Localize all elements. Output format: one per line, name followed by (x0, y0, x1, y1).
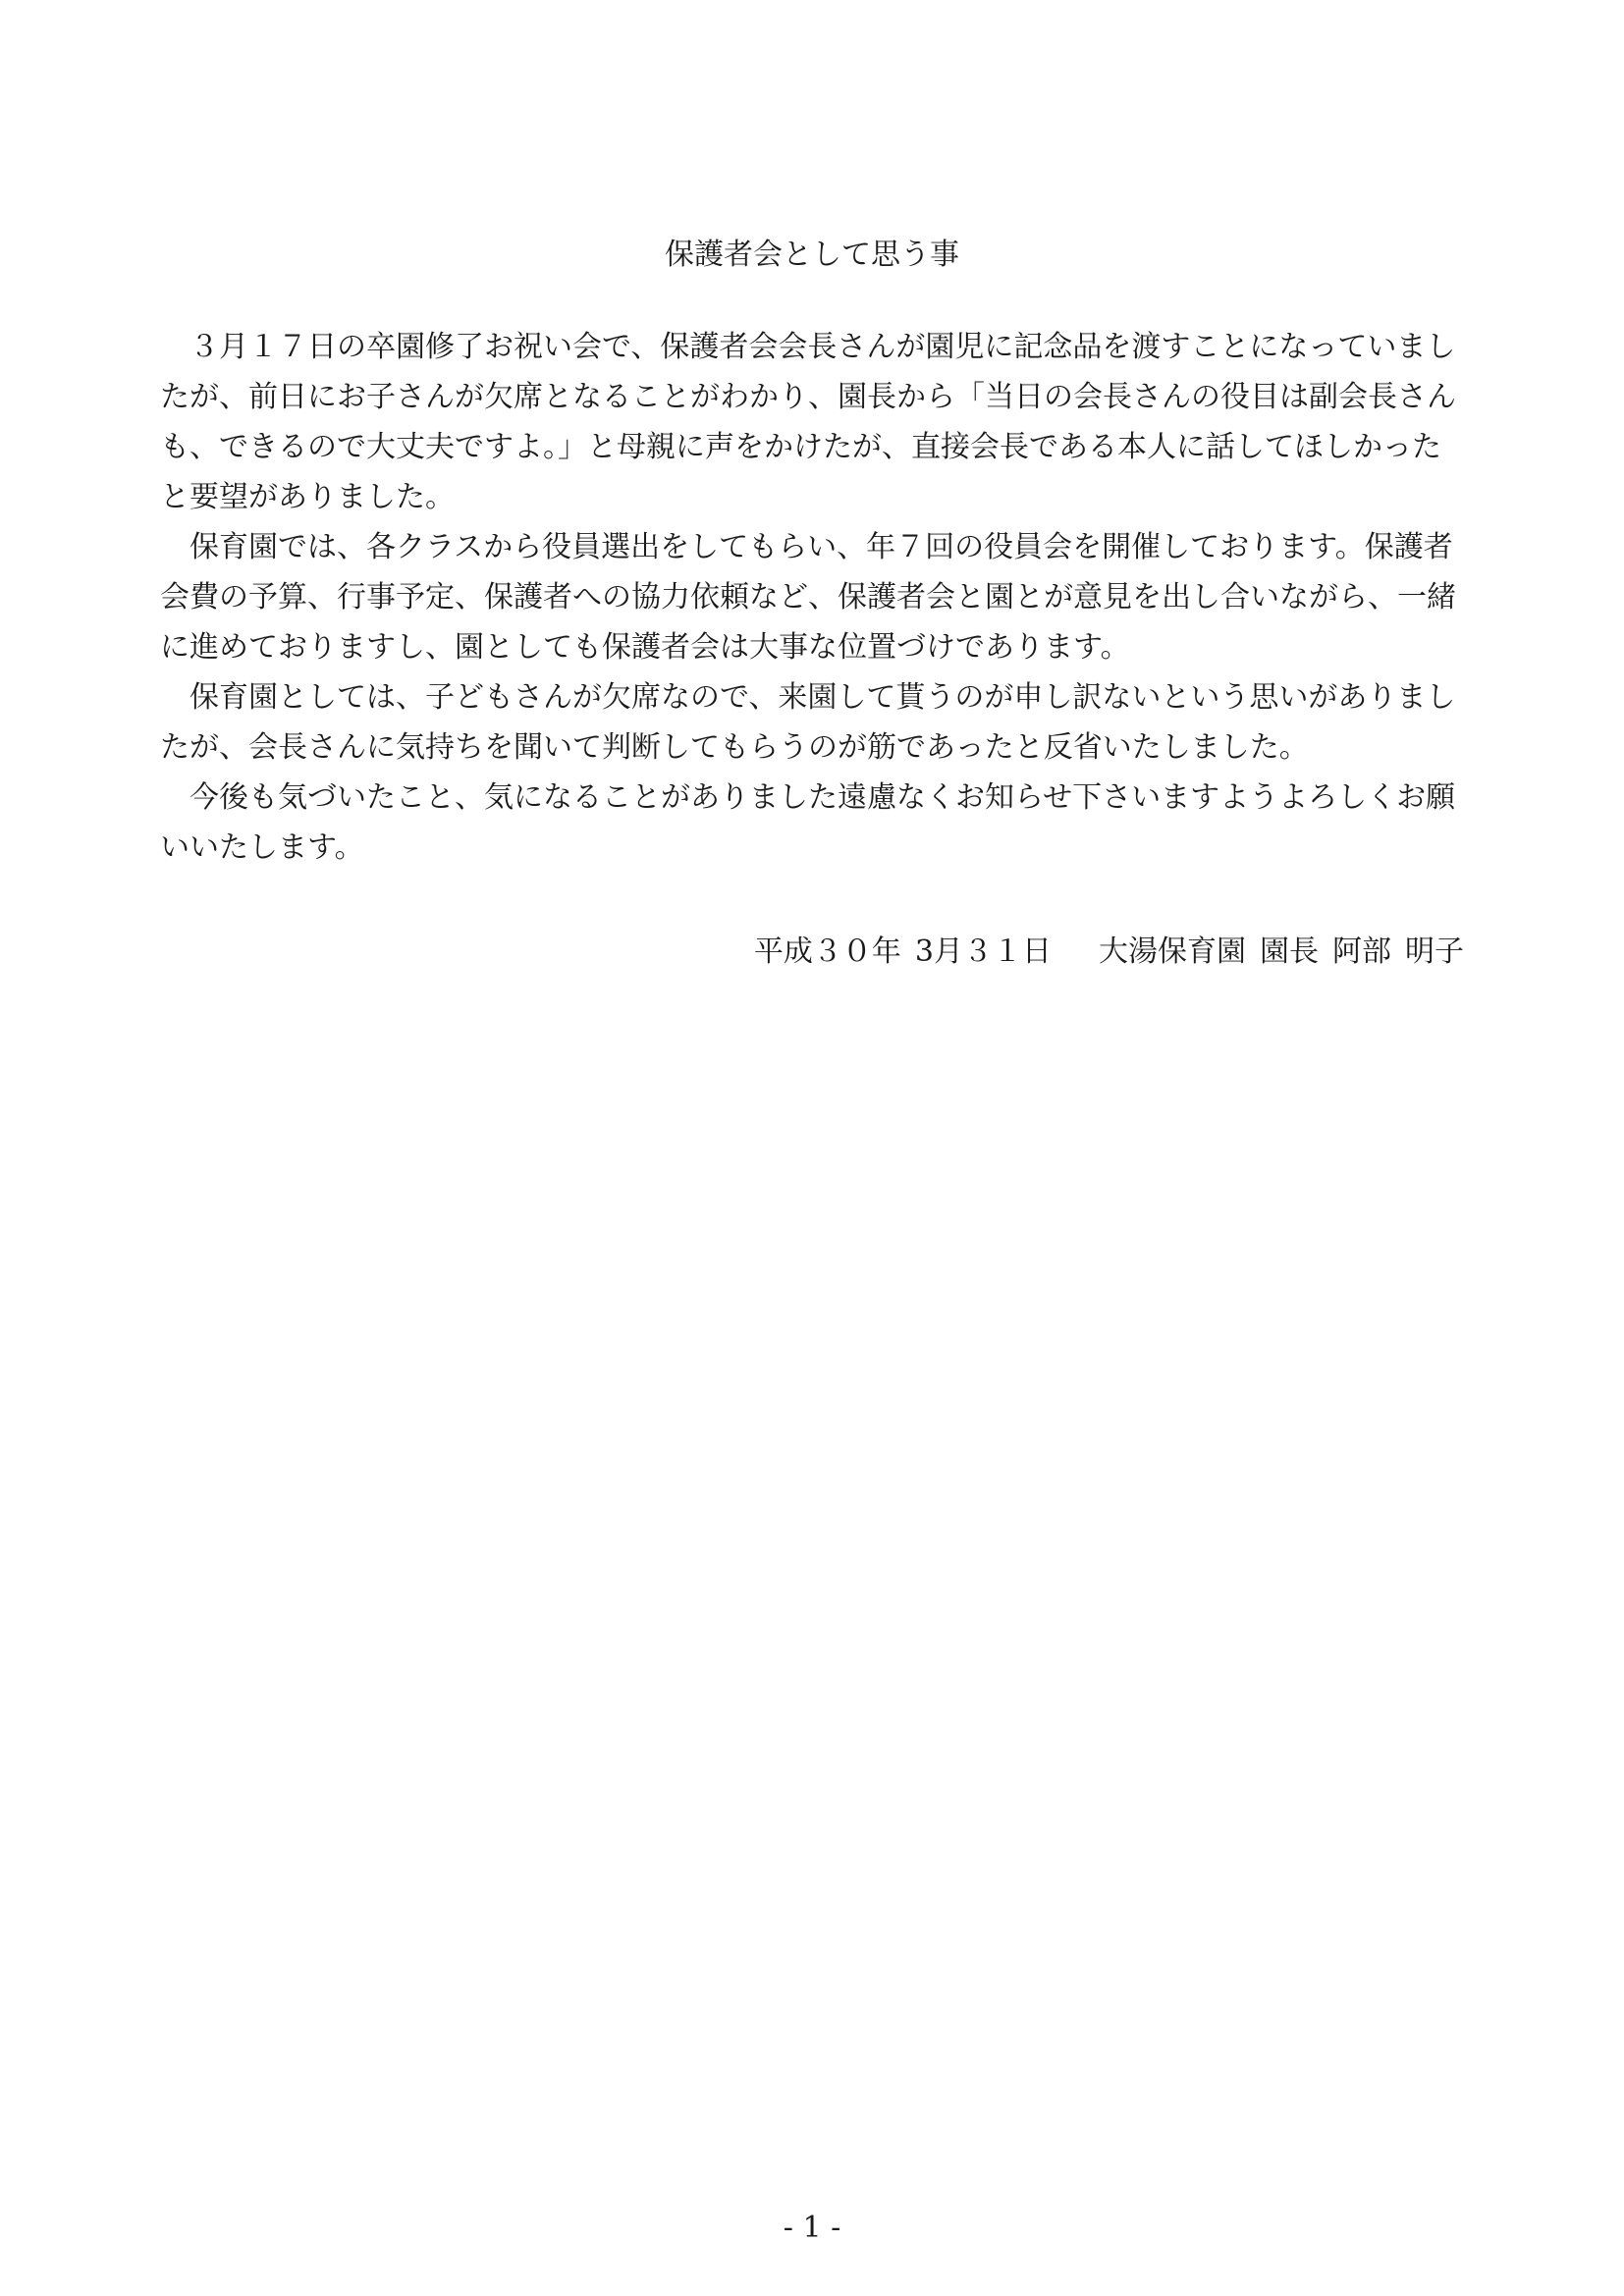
signature-line (754, 933, 1464, 972)
signature-month-day: 3月３１日 (914, 934, 1052, 969)
paragraph-1: ３月１７日の卒園修了お祝い会で、保護者会会長さんが園児に記念品を渡すことになっていましたが、前日にお子さんが欠席となることがわかり、園長から「当日の会長さんの役目は副会長さんも、できるので大丈夫ですよ。」と母親に声をかけたが、直接会長である本人に話してほしかったと要望がありました。 (160, 330, 1456, 514)
signature-date: 平成３０年 (753, 934, 901, 969)
document-title: 保護者会として思う事 (665, 238, 959, 272)
paragraph-3: 保育園としては、子どもさんが欠席なので、来園して貰うのが申し訳ないという思いがありましたが、会長さんに気持ちを聞いて判断してもらうのが筋であったと反省いたしました。 (160, 680, 1456, 765)
signature-organization: 大湯保育園 (1099, 934, 1246, 969)
document-body (160, 322, 1466, 873)
signature-role: 園長 (1260, 934, 1319, 969)
signature-given-name: 明子 (1405, 934, 1464, 969)
page-number: - 1 - (783, 2211, 841, 2245)
signature-surname: 阿部 (1332, 934, 1391, 969)
paragraph-4: 今後も気づいたこと、気になることがありました遠慮なくお知らせ下さいますようよろしくお願いいたします。 (160, 780, 1456, 865)
paragraph-2: 保育園では、各クラスから役員選出をしてもらい、年７回の役員会を開催しております。保護者会費の予算、行事予定、保護者への協力依頼など、保護者会と園とが意見を出し合いながら、一緒に進めておりますし、園としても保護者会は大事な位置づけであります。 (160, 530, 1456, 665)
